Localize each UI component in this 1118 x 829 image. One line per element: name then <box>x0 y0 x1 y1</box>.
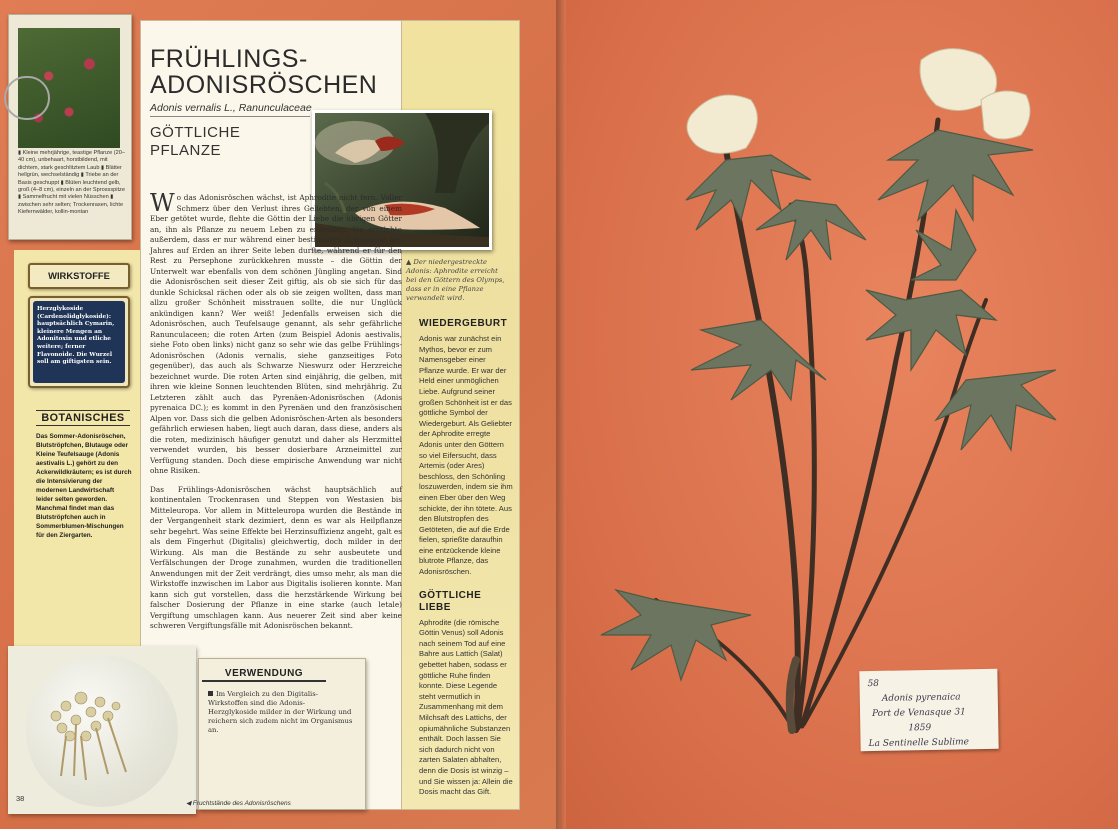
subtitle-line-1: GÖTTLICHE <box>150 124 241 141</box>
botanisches-paragraph-2: Manchmal findet man das Blutströpfchen auch in Sommerblumen-Mischungen für den Ziergarten. <box>36 505 124 539</box>
label-line-2: Port de Venasque 31 <box>871 707 966 719</box>
herbarium-label <box>859 669 998 751</box>
painting-caption: ▲ Der niedergestreckte Adonis: Aphrodite erreicht bei den Göttern des Olymps, dass er in eine Pflanze verwandelt wird. <box>406 258 505 302</box>
drop-cap: W <box>150 189 175 217</box>
botanisches-text <box>36 432 132 540</box>
label-line-3: 1859 <box>908 722 932 734</box>
botanisches-paragraph-1: Das Sommer-Adonisröschen, Blutströpfchen, Blutauge oder Kleine Teufelsauge (Adonis aestivalis L.) gehört zu den Ackerwildkräutern; es ist durch die Intensivierung der modernen Landwirtschaft leider selten geworden. <box>36 433 132 503</box>
title-line-1: FRÜHLINGS- <box>150 45 308 73</box>
verwendung-text: Im Vergleich zu den Digitalis-Wirkstoffen sind die Adonis-Herzglykoside milder in der Wirkung und reichern sich zudem nicht im Organismus an. <box>208 690 353 734</box>
wiedergeburt-text: Adonis war zunächst ein Mythos, bevor er zum Namensgeber einer Pflanze wurde. Er war der Held einer unmöglichen Liebe. Aufgrund seiner großen Schönheit ist er das göttliche Symbol der Wiedergeburt. Als Geliebter der Aphrodite erregte Adonis unter den Göttern so viel Eifersucht, dass Artemis (oder Ares) beschloss, den Schönling loszuwerden, indem sie ihm einen Eber über den Weg schickte, der ihn tötete. Aus den Blutstropfen des Getöteten, die auf die Erde fielen, sprießte daraufhin eine entzückende kleine blutrote Pflanze, das Adonisröschen. <box>419 334 513 577</box>
article-paragraph-2: Das Frühlings-Adonisröschen wächst hauptsächlich auf kontinentalen Trockenrasen und Steppen von Westasien bis Mitteleuropa. Vor allem in Mitteleuropa wurden die Bestände in der Vergangenheit stark dezimiert, denn es war als Heilpflanze sehr begehrt. Was seine Effekte bei Herzinsuffizienz angeht, galt es als dem Fingerhut (Digitalis) gleichwertig, doch milder in der Wirkung. Als man die Bestände zu sehr ausbeutete und Verfälschungen der Droge zunahmen, wurden die traditionellen Anwendungen mit der Zeit verdrängt, dies umso mehr, als man die Wirkstoffe inzwischen im Labor aus Digitalis isolieren konnte. Man kann sich gut vorstellen, dass die herzstärkende Wirkung bei falscher Dosierung der Pflanze in eine starke (auch letale) Vergiftung umschlagen kann. Aus neuerer Zeit sind aber keine schweren Vergiftungsfälle mit Adonisröschen bekannt. <box>150 484 402 630</box>
side-column <box>419 318 513 798</box>
heading-wiedergeburt: WIEDERGEBURT <box>419 318 508 329</box>
heading-2-line-1: GÖTTLICHE <box>419 589 482 601</box>
title-line-2: ADONISRÖSCHEN <box>150 71 378 99</box>
seed-caption: ◀ Fruchtstände des Adonisröschens <box>186 800 291 807</box>
botanisches-heading: BOTANISCHES <box>36 410 130 426</box>
seed-heads-illustration <box>36 676 146 786</box>
subtitle <box>150 124 310 160</box>
verwendung-heading: VERWENDUNG <box>202 668 326 682</box>
wirkstoffe-heading: WIRKSTOFFE <box>28 263 130 289</box>
bullet-icon <box>208 691 213 696</box>
page-number: 38 <box>16 794 25 803</box>
page-title <box>150 46 400 98</box>
main-article-text <box>150 189 402 640</box>
verwendung-text-block <box>208 690 354 735</box>
label-line-4: La Sentinelle Sublime <box>868 737 970 750</box>
paper-clip-icon <box>4 76 50 120</box>
id-card-text: ▮ Kleine mehrjährige, teastige Pflanze (20–40 cm), unbehaart, horstbildend, mit dichtem, stark geschlitztem Laub ▮ Blätter hellgrün, wechselständig ▮ Triebe an der Basis geschuppt ▮ Blüten leuchtend gelb, groß (4–8 cm), einzeln an der Sprossspitze ▮ Sammelfrucht mit vielen Nüsschen ▮ zwischen sehr selten; Trockenrasen, lichte Kiefernwälder, kollin-montan <box>18 150 125 216</box>
title-rule <box>150 116 310 117</box>
heading-2-line-2: LIEBE <box>419 601 451 613</box>
latin-name: Adonis vernalis L., Ranunculaceae <box>150 102 312 114</box>
paragraph-1-text: o das Adonisröschen wächst, ist Aphrodite nicht fern. Voller Schmerz über den Verlust ihres Geliebten, der von einem Eber getötet wurde, flehte die Göttin der Liebe die übrigen Götter an, ihn als Pflanze zu neuem Leben zu erwecken. Sie erreichte außerdem, dass er nur während einer bestimmten Zeitspanne des Jahres auf Erden an ihrer Seite leben durfte, während er für den Rest zu Persephone zurückkehren musste – die Göttin der Unterwelt war ebenfalls von dem schönen Jüngling angetan. Sind die Adonisröschen seit dieser Zeit giftig, als ob sie sich für das dunkle Schicksal rächen oder als ob sie zeigen wollten, dass man allzu großer Schönheit misstrauen sollte, die nur Unglück ankündigen kann? Wer weiß! Jedenfalls erweisen sich die Adonisröschen, auch Teufelsauge genannt, als sehr gefährliche Ranunculaceen; die roten Arten (zum Beispiel Adonis aestivalis, siehe Foto oben links) nicht ganz so sehr wie das gelbe Frühlings-Adonisröschen (Adonis vernalis, siehe ganzseitiges Foto gegenüber), das auch als Schwarze Nieswurz oder Herzreiche bezeichnet wurde. Die roten Arten sind einjährig, die gelben, mit ihren wie kleine Sonnen leuchtenden Blüten, sind mehrjährig. Zu Letzteren zählt auch das Pyrenäen-Adonisröschen (Adonis pyrenaica DC.); es kommt in den Pyrenäen und den französischen Alpen vor. Dass sich die gelben Adonisröschen-Arten als besonders gefährlich erwiesen haben, liegt auch daran, dass diese, anders als die roten, medizinisch häufiger genutzt und daher als Herzmittel verwendet wurden, bis besser dosierbare Arzneimittel zur Verfügung standen. Doch diese empirische Anwendung war nicht ohne Risiken. <box>150 193 402 475</box>
article-paragraph-1 <box>150 189 402 477</box>
goettliche-liebe-text: Aphrodite (die römische Göttin Venus) soll Adonis nach seinem Tod auf eine Bahre aus Lattich (Salat) gebettet haben, sodass er göttliche Ruhe finden konnte. Diese Legende steht vermutlich in Zusammenhang mit dem Milchsaft des Lattichs, der opiumähnliche Substanzen enthält. Doch lassen Sie sich dadurch nicht von zarten Salaten abhalten, denn die Dosis ist winzig – und Sie wissen ja: Allein die Dosis macht das Gift. <box>419 617 513 797</box>
label-line-0: 58 <box>867 678 880 690</box>
subtitle-line-2: PFLANZE <box>150 142 222 159</box>
label-line-1: Adonis pyrenaica <box>881 692 961 704</box>
wirkstoffe-text: Herzglykoside (Cardenolidglykoside): hauptsächlich Cymarin, kleinere Mengen an Adonitoxin und etliche weitere; ferner Flavonoide. Die Wurzel soll am giftigsten sein. <box>33 301 125 383</box>
pressed-plant-specimen <box>566 0 1118 829</box>
heading-goettliche-liebe <box>419 590 513 614</box>
book-gutter <box>556 0 566 829</box>
